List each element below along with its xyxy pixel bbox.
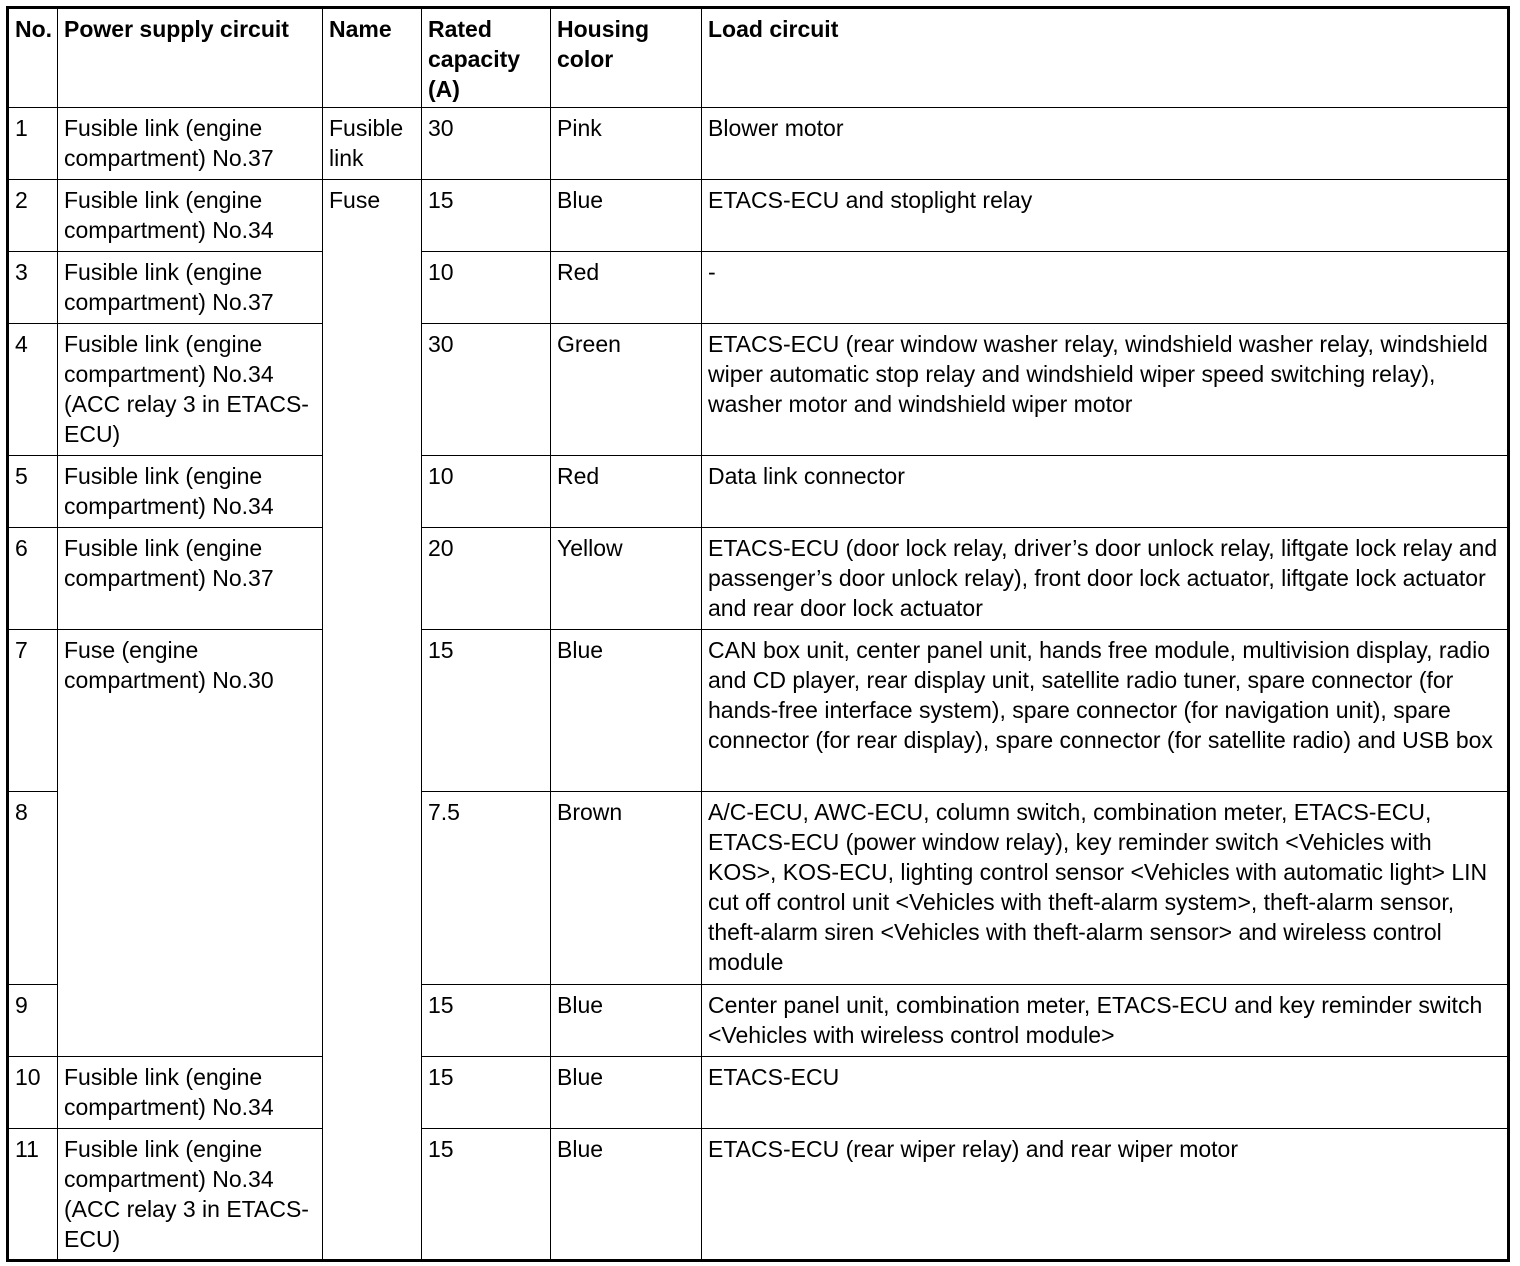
cell-load: ETACS-ECU (door lock relay, driver’s door unlock relay, liftgate lock relay and passenger’s door unlock relay), front door lock actuator, liftgate lock actuator and rear door lock actuator <box>702 528 1509 630</box>
header-power-supply: Power supply circuit <box>58 8 323 108</box>
header-rated-capacity: Rated capacity (A) <box>422 8 551 108</box>
cell-color: Red <box>551 252 702 324</box>
cell-capacity: 30 <box>422 108 551 180</box>
cell-load: - <box>702 252 1509 324</box>
fuse-table <box>6 6 1510 1262</box>
cell-capacity: 10 <box>422 456 551 528</box>
cell-power-supply: Fusible link (engine compartment) No.34 (ACC relay 3 in ETACS-ECU) <box>58 324 323 456</box>
table-row <box>8 108 1509 180</box>
cell-color: Blue <box>551 180 702 252</box>
cell-capacity: 15 <box>422 1057 551 1129</box>
cell-load: CAN box unit, center panel unit, hands free module, multivision display, radio and CD player, rear display unit, satellite radio tuner, spare connector (for hands-free interface system), spare connector (for navigation unit), spare connector (for rear display), spare connector (for satellite radio) and USB box <box>702 630 1509 792</box>
cell-power-supply: Fusible link (engine compartment) No.34 <box>58 180 323 252</box>
cell-power-supply: Fusible link (engine compartment) No.37 <box>58 108 323 180</box>
table-row <box>8 630 1509 792</box>
cell-name-fuse: Fuse <box>323 180 422 1261</box>
cell-load: ETACS-ECU (rear window washer relay, windshield washer relay, windshield wiper automatic stop relay and windshield wiper speed switching relay), washer motor and windshield wiper motor <box>702 324 1509 456</box>
header-name: Name <box>323 8 422 108</box>
cell-capacity: 15 <box>422 630 551 792</box>
cell-load: Data link connector <box>702 456 1509 528</box>
cell-no: 2 <box>8 180 58 252</box>
header-no: No. <box>8 8 58 108</box>
table-row <box>8 1057 1509 1129</box>
cell-power-supply: Fuse (engine compartment) No.30 <box>58 630 323 1057</box>
cell-load: Blower motor <box>702 108 1509 180</box>
cell-color: Brown <box>551 792 702 985</box>
cell-no: 6 <box>8 528 58 630</box>
cell-no: 10 <box>8 1057 58 1129</box>
header-housing-color: Housing color <box>551 8 702 108</box>
cell-no: 11 <box>8 1129 58 1261</box>
table-row <box>8 1129 1509 1261</box>
cell-color: Blue <box>551 1057 702 1129</box>
cell-power-supply: Fusible link (engine compartment) No.34 <box>58 456 323 528</box>
cell-load: ETACS-ECU <box>702 1057 1509 1129</box>
cell-color: Pink <box>551 108 702 180</box>
cell-no: 9 <box>8 985 58 1057</box>
cell-no: 5 <box>8 456 58 528</box>
table-row <box>8 324 1509 456</box>
cell-load: Center panel unit, combination meter, ETACS-ECU and key reminder switch <Vehicles with wireless control module> <box>702 985 1509 1057</box>
cell-power-supply: Fusible link (engine compartment) No.34 (ACC relay 3 in ETACS-ECU) <box>58 1129 323 1261</box>
cell-power-supply: Fusible link (engine compartment) No.34 <box>58 1057 323 1129</box>
cell-color: Yellow <box>551 528 702 630</box>
table-row <box>8 252 1509 324</box>
cell-color: Red <box>551 456 702 528</box>
cell-color: Blue <box>551 1129 702 1261</box>
cell-no: 3 <box>8 252 58 324</box>
cell-power-supply: Fusible link (engine compartment) No.37 <box>58 252 323 324</box>
cell-load: ETACS-ECU (rear wiper relay) and rear wiper motor <box>702 1129 1509 1261</box>
cell-load: ETACS-ECU and stoplight relay <box>702 180 1509 252</box>
cell-color: Blue <box>551 985 702 1057</box>
table-row <box>8 528 1509 630</box>
cell-name-fusible-link: Fusible link <box>323 108 422 180</box>
cell-no: 1 <box>8 108 58 180</box>
cell-capacity: 7.5 <box>422 792 551 985</box>
table-row <box>8 456 1509 528</box>
cell-no: 4 <box>8 324 58 456</box>
header-load-circuit: Load circuit <box>702 8 1509 108</box>
cell-load: A/C-ECU, AWC-ECU, column switch, combination meter, ETACS-ECU, ETACS-ECU (power window relay), key reminder switch <Vehicles with KOS>, KOS-ECU, lighting control sensor <Vehicles with automatic light> LIN cut off control unit <Vehicles with theft-alarm system>, theft-alarm sensor, theft-alarm siren <Vehicles with theft-alarm sensor> and wireless control module <box>702 792 1509 985</box>
header-row <box>8 8 1509 108</box>
cell-capacity: 15 <box>422 180 551 252</box>
cell-capacity: 30 <box>422 324 551 456</box>
cell-power-supply: Fusible link (engine compartment) No.37 <box>58 528 323 630</box>
cell-capacity: 15 <box>422 985 551 1057</box>
cell-color: Blue <box>551 630 702 792</box>
cell-capacity: 20 <box>422 528 551 630</box>
cell-no: 7 <box>8 630 58 792</box>
cell-color: Green <box>551 324 702 456</box>
cell-capacity: 15 <box>422 1129 551 1261</box>
cell-no: 8 <box>8 792 58 985</box>
cell-capacity: 10 <box>422 252 551 324</box>
table-row <box>8 180 1509 252</box>
